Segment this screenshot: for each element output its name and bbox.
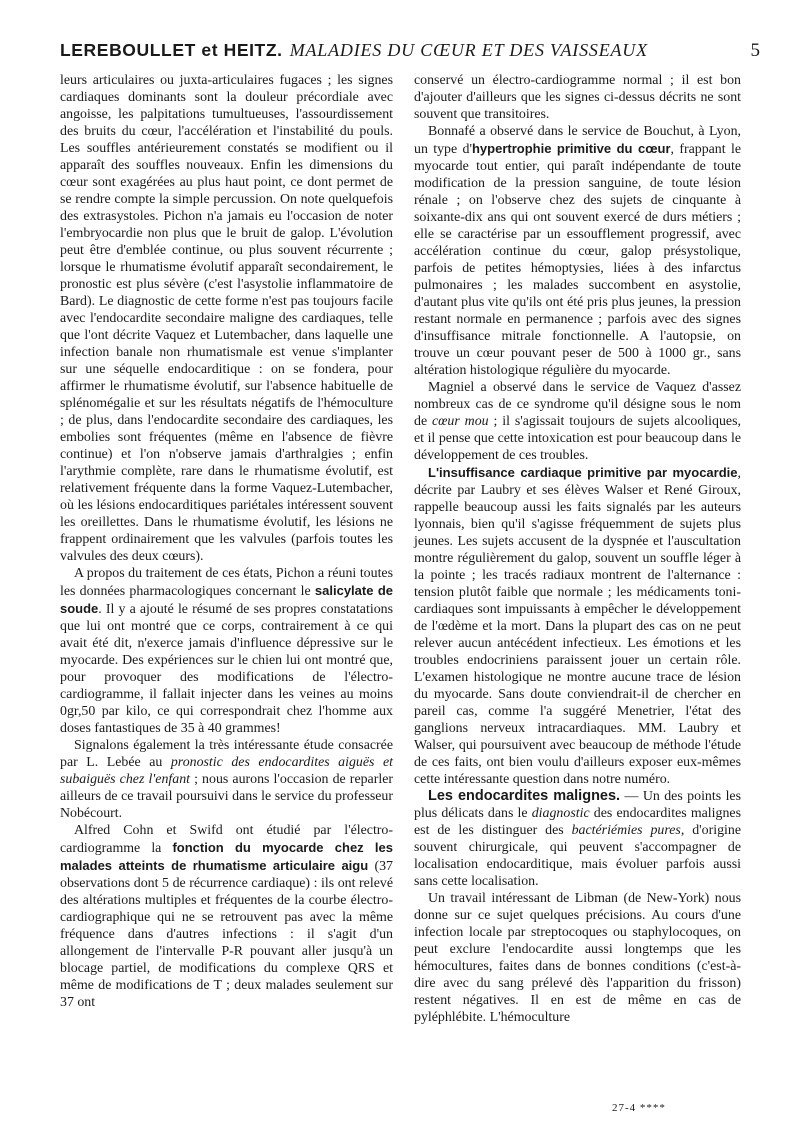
- bold-term: fonction du myocarde chez les malades atteints de rhumatisme articulaire aigu: [60, 840, 393, 873]
- printer-signature: 27-4 ****: [612, 1102, 666, 1114]
- header-title: MALADIES DU CŒUR ET DES VAISSEAUX: [289, 40, 648, 60]
- paragraph: Magniel a observé dans le service de Vaquez d'assez nombreux cas de ce syndrome qu'il désigne sous le nom de cœur mou ; il s'agissait toujours de sujets alcooliques, et il pense que cette intoxication est pour beaucoup dans le développement de ces troubles.: [414, 380, 741, 463]
- italic-term: cœur mou: [432, 414, 489, 429]
- bold-term: L'insuffisance cardiaque primitive par myocardie: [428, 465, 738, 480]
- italic-term: bactériémies pures: [571, 823, 681, 838]
- paragraph: L'insuffisance cardiaque primitive par myocardie, décrite par Laubry et ses élèves Walser et René Giroux, rappelle beaucoup aussi les faits signalés par les auteurs lyonnais, bien qu'il s'agisse fréquemment de sujets plus jeunes. Les sujets accusent de la dyspnée et l'auscultation montre régulièrement du galop, souvent un souffle léger à la pointe ; les tracés radiaux montrent de l'alternance : tension plutôt faible que normale ; les médicaments toni-cardiaques sont impuissants à empêcher le développement de l'œdème et la mort. Dans la plupart des cas on ne peut relever aucun antécédent infectieux. Les émotions et les troubles endocriniens paraissent jouer un certain rôle. L'examen histologique ne montre aucune trace de lésion du myocarde. Sans doute conviendrait-il de chercher en pareil cas, comme l'a suggéré Menetrier, l'état des ganglions nerveux intracardiaques. MM. Laubry et Walser, qui poursuivent avec beaucoup de méthode l'étude de ces faits, ont bien voulu d'ailleurs exposer eux-mêmes cette intéressante question dans notre numéro.: [414, 465, 741, 787]
- running-header: [60, 40, 760, 70]
- paragraph: Les endocardites malignes. — Un des points les plus délicats dans le diagnostic des endocardites malignes est de les distinguer des bactériémies pures, d'origine souvent chirurgicale, qui peuvent s'accompagner de localisation endocarditique, mais évoluer parfois aussi sans cette localisation.: [414, 788, 741, 889]
- bold-term: hypertrophie primitive du cœur: [471, 141, 671, 156]
- bold-term: salicylate de soude: [60, 583, 393, 616]
- paragraph: conservé un électro-cardiogramme normal ; il est bon d'ajouter d'ailleurs que les signes ci-dessus décrits ne sont souvent que transitoires.: [414, 73, 741, 122]
- paragraph: Bonnafé a observé dans le service de Bouchut, à Lyon, un type d'hypertrophie primitive du cœur, frappant le myocarde tout entier, qui paraît indépendante de toute modification de la pression sanguine, de toute lésion rénale ; on l'observe chez des sujets de cinquante à soixante-dix ans qui ont souvent exercé de durs métiers ; elle se caractérise par un essoufflement progressif, avec accélération continue du cœur, galop présystolique, parfois de petites hémoptysies, liées à des infarctus pulmonaires ; les malades succombent en asystolie, d'autant plus vite qu'ils ont été pris plus jeunes, la pression restant normale en permanence ; parfois avec des signes d'insuffisance mitrale fonctionnelle. A l'autopsie, on trouve un cœur pouvant peser de 500 à 1000 gr., sans altération histologique régulière du myocarde.: [414, 124, 741, 378]
- paragraph: leurs articulaires ou juxta-articulaires fugaces ; les signes cardiaques dominants sont la douleur précordiale avec angoisse, les palpitations tumultueuses, l'assourdissement des bruits du cœur, l'accélération et l'instabilité du pouls. Les souffles antérieurement constatés se modifient ou il apparaît des souffles nouveaux. Enfin les dimensions du cœur sont exagérées au plus haut point, ce dont permet de se rendre compte la simple percussion. On note quelquefois des extrasystoles. Pichon n'a jamais eu l'occasion de noter l'embryocardie non plus que le bruit de galop. L'évolution peut être d'emblée continue, ou plus souvent récurrente ; lorsque le rhumatisme évolutif apparaît secondairement, le pronostic est plus sévère (c'est l'asystolie inflammatoire de Bard). Le diagnostic de cette forme n'est pas toujours facile avec l'endocardite secondaire maligne des cardiaques, telle que l'ont décrite Vaquez et Lutembacher, dans laquelle une infection banale non rhumatismale est venue s'implanter sur une séquelle endocarditique : on se fondera, pour affirmer le rhumatisme évolutif, sur l'absence habituelle de splénomégalie et sur les résultats négatifs de l'hémoculture ; de plus, dans l'endocardite secondaire des cardiaques, les embolies sont fréquentes (même en l'absence de fièvre continue) et l'on n'observe jamais d'arthralgies ; enfin l'arythmie complète, rare dans le rhumatisme évolutif, est relativement fréquente dans la forme Vaquez-Lutembacher, où les lésions endocarditiques pariétales intéressent souvent les oreillettes. Dans le rhumatisme évolutif, les lésions ne frappent ordinairement que les valvules (parfois toutes les valvules des deux cœurs).: [60, 73, 393, 564]
- page-number: 5: [750, 40, 760, 61]
- paragraph: Alfred Cohn et Swifd ont étudié par l'électro-cardiogramme la fonction du myocarde chez les malades atteints de rhumatisme articulaire aigu (37 observations dont 5 de récurrence cardiaque) : ils ont relevé des altérations multiples et fréquentes de la courbe électro-cardiographique qui ne se retrouvent pas avec la même fréquence dans d'autres infections : il s'agit d'un allongement de l'intervalle P-R pouvant aller jusqu'à un blocage partiel, de modifications du complexe QRS et même de modifications de T ; deux malades seulement sur 37 ont: [60, 823, 393, 1010]
- paragraph: Signalons également la très intéressante étude consacrée par L. Lebée au pronostic des endocardites aiguës et subaiguës chez l'enfant ; nous aurons l'occasion de reparler ailleurs de ce travail poursuivi dans le service du professeur Nobécourt.: [60, 738, 393, 821]
- header-authors: LEREBOULLET et HEITZ.: [60, 40, 283, 60]
- section-heading: Les endocardites malignes.: [428, 788, 621, 804]
- right-column: [414, 72, 741, 1026]
- italic-term: diagnostic: [531, 806, 590, 821]
- left-column: [60, 72, 393, 1011]
- paragraph: A propos du traitement de ces états, Pichon a réuni toutes les données pharmacologiques concernant le salicylate de soude. Il y a ajouté le résumé de ses propres constatations que lui ont montré que ce corps, contrairement à ce qui avait été dit, n'exerce jamais d'influence dépressive sur le myocarde. Des expériences sur le chien lui ont montré que, pour provoquer des modifications de l'électro-cardiogramme, il fallait injecter dans les veines au moins 0gr,50 par kilo, ce qui correspondrait chez l'homme aux doses fantastiques de 35 à 40 grammes!: [60, 566, 393, 736]
- italic-term: pronostic des endocardites aiguës et subaiguës chez l'enfant: [60, 755, 393, 787]
- paragraph: Un travail intéressant de Libman (de New-York) nous donne sur ce sujet quelques précisions. Au cours d'une infection locale par streptocoques ou staphylocoques, on peut exclure l'endocardite aussi longtemps que les hémocultures, faites dans de bonnes conditions (c'est-à-dire avec du sang prélevé dès l'apparition du frisson) restent négatives. Il en est de même en cas de pyléphlébite. L'hémoculture: [414, 891, 741, 1025]
